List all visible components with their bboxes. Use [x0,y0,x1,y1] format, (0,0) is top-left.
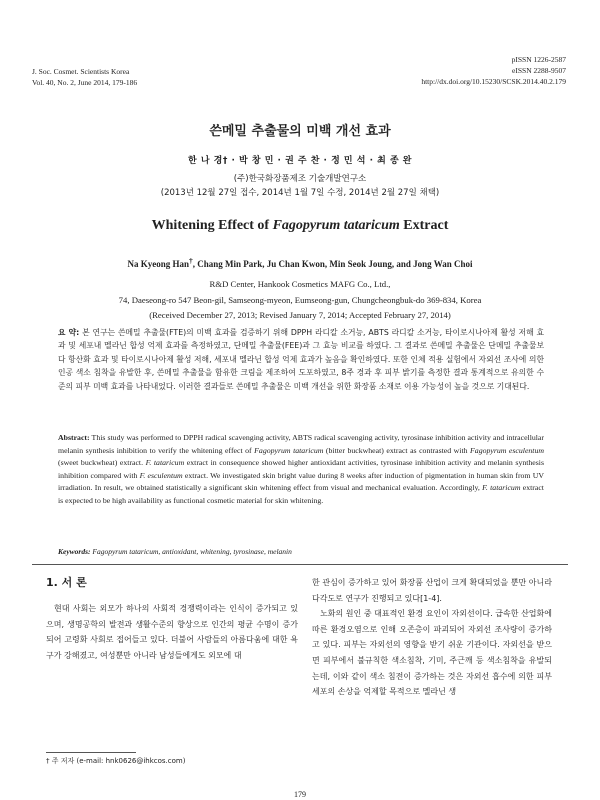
abstract-text: This study was performed to DPPH radical scavenging activity, ABTS radical scavenging activity, tyrosinase inhibition activity and intracellular melanin synthesis inhibition to verify the whitening effect of [58,433,544,455]
abstract-korean-label: 요 약: [58,328,80,337]
affiliation-korean-name: (주)한국화장품제조 기술개발연구소 [233,174,367,184]
right-column [312,575,552,700]
dates-korean: (2013년 12월 27일 접수, 2014년 1월 7일 수정, 2014년 2월 27일 채택) [160,188,440,198]
affiliation-english [0,277,600,324]
authors-english [0,256,600,269]
abstract-text: extract is expected to be high availability as functional cosmetic material for skin whitening. [58,483,544,505]
species-name: Fagopyrum tataricum [254,445,324,455]
authors-korean: 한 나 경† · 박 창 민 · 권 주 찬 · 정 민 석 · 최 종 완 [188,156,412,166]
keywords-label: Keywords: [58,547,91,556]
species-name: F. tataricum [482,483,521,493]
eissn: eISSN 2288-9507 [512,66,566,75]
abstract-korean [58,326,544,393]
journal-name: J. Soc. Cosmet. Scientists Korea [32,67,130,76]
abstract-text: (sweet buckwheat) extract. [58,458,146,468]
section-heading-intro: 1. 서 론 [46,576,87,589]
footnote-corresponding-author: † 주 저자 (e-mail: hnk0626@ihkcos.com) [46,757,186,765]
abstract-text: extract in consequence showed higher antioxidant activities, tyrosinase inhibition activity and melanin synthesis inhibition compared with [58,458,544,480]
title-en-suffix: Extract [399,218,449,233]
keywords-text: Fagopyrum tataricum, antioxidant, whitening, tyrosinase, melanin [90,547,292,556]
species-name: F. esculentum [139,470,183,480]
affiliation-en-line2: 74, Daeseong-ro 547 Beon-gil, Samseong-myeon, Eumseong-gun, Chungcheongbuk-do 369-834, Korea [118,294,482,305]
title-english [0,218,600,234]
intro-paragraph-1: 현대 사회는 외모가 하나의 사회적 경쟁력이라는 인식이 증가되고 있으며, 생명공학의 발전과 생활수준의 향상으로 인간의 평균 수명이 증가되어 고령화 사회로 접어들고 있다. 더불어 사람들의 아름다움에 대한 욕구가 강해졌고, 여성뿐만 아니라 남성들에게도 외모에 대 [46,604,298,660]
footnote-divider [46,752,136,753]
section-divider [32,564,568,565]
title-en-prefix: Whitening Effect of [151,218,273,233]
doi-link[interactable]: http://dx.doi.org/10.15230/SCSK.2014.40.2.179 [421,77,566,86]
title-en-species: Fagopyrum tataricum [272,218,400,233]
first-author: Na Kyeong Han [127,259,190,269]
issn-header [421,54,566,87]
page-number: 179 [294,790,306,799]
title-korean: 쓴메밀 추출물의 미백 개선 효과 [209,124,391,139]
abstract-english-label: Abstract: [58,433,90,442]
journal-volume: Vol. 40, No. 2, June 2014, 179-186 [32,78,138,87]
affiliation-korean [0,172,600,200]
corresponding-dagger: † [189,256,193,265]
intro-paragraph-1-continued: 한 관심이 증가하고 있어 화장품 산업이 크게 확대되었을 뿐만 아니라 다각도로 연구가 진행되고 있다[1-4]. [312,578,552,603]
keywords [58,546,544,557]
journal-header [32,66,137,88]
abstract-english [58,432,544,508]
species-name: F. tataricum [145,458,185,468]
intro-paragraph-2: 노화의 원인 중 대표적인 환경 요인이 자외선이다. 급속한 산업화에 따른 환경오염으로 인해 오존층이 파괴되어 자외선 조사량이 증가하고 있다. 피부는 자외선의 영향을 받기 쉬운 기관이다. 자외선을 받으면 피부에서 불규칙한 색소침착, 기미, 주근깨 등 색소침착을 유발되는데, 이와 같이 색소 침전이 증가하는 것은 자외선 흡수에 의한 피부 세포의 손상을 억제할 목적으로 멜라닌 생 [312,609,552,697]
abstract-text: extract. We investigated skin bright value during 8 weeks after induction of pigmentation in human skin from UV irradiation. In result, we obtained statistically a significant skin whitening effect from visual and mechanical evaluation. Accordingly, [58,470,544,493]
species-name: Fagopyrum esculentum [470,445,545,455]
pissn: pISSN 1226-2587 [511,55,566,64]
affiliation-en-line1: R&D Center, Hankook Cosmetics MAFG Co., Ltd., [209,279,391,289]
other-authors: , Chang Min Park, Ju Chan Kwon, Min Seok Joung, and Jong Wan Choi [192,259,473,269]
abstract-text: (bitter buckwheat) extract as contrasted with [323,445,471,455]
received-dates: (Received December 27, 2013; Revised January 7, 2014; Accepted February 27, 2014) [149,310,451,320]
left-column [46,601,298,663]
abstract-korean-text: 본 연구는 쓴메밀 추출물(FTE)의 미백 효과를 검증하기 위해 DPPH 라디칼 소거능, ABTS 라디칼 소거능, 타이로시나아제 활성 저해 효과 및 세포내 멜라닌 합성 억제 효과를 측정하였고, 단메밀 추출물(FEE)과 그 효능 비교를 하였다. 그 결과로 쓴메밀 추출물은 단메밀 추출물보다 항산화 효과 및 타이로시나아제 활성 저해, 세포내 멜라닌 합성 억제 효과가 높음을 확인하였다. 또한 인체 적용 실험에서 자외선 조사에 의한 인공 색소 침착을 유발한 후, 쓴메밀 추출물을 함유한 크림을 제조하여 도포하였고, 8주 경과 후 피부 밝기를 측정한 결과 통계적으로 유의한 수준의 피부 미백 효과를 나타내었다. 이러한 결과들로 쓴메밀 추출물은 미백 개선을 위한 화장품 소재로 이용 가능성이 높을 것으로 기대된다. [58,328,544,391]
